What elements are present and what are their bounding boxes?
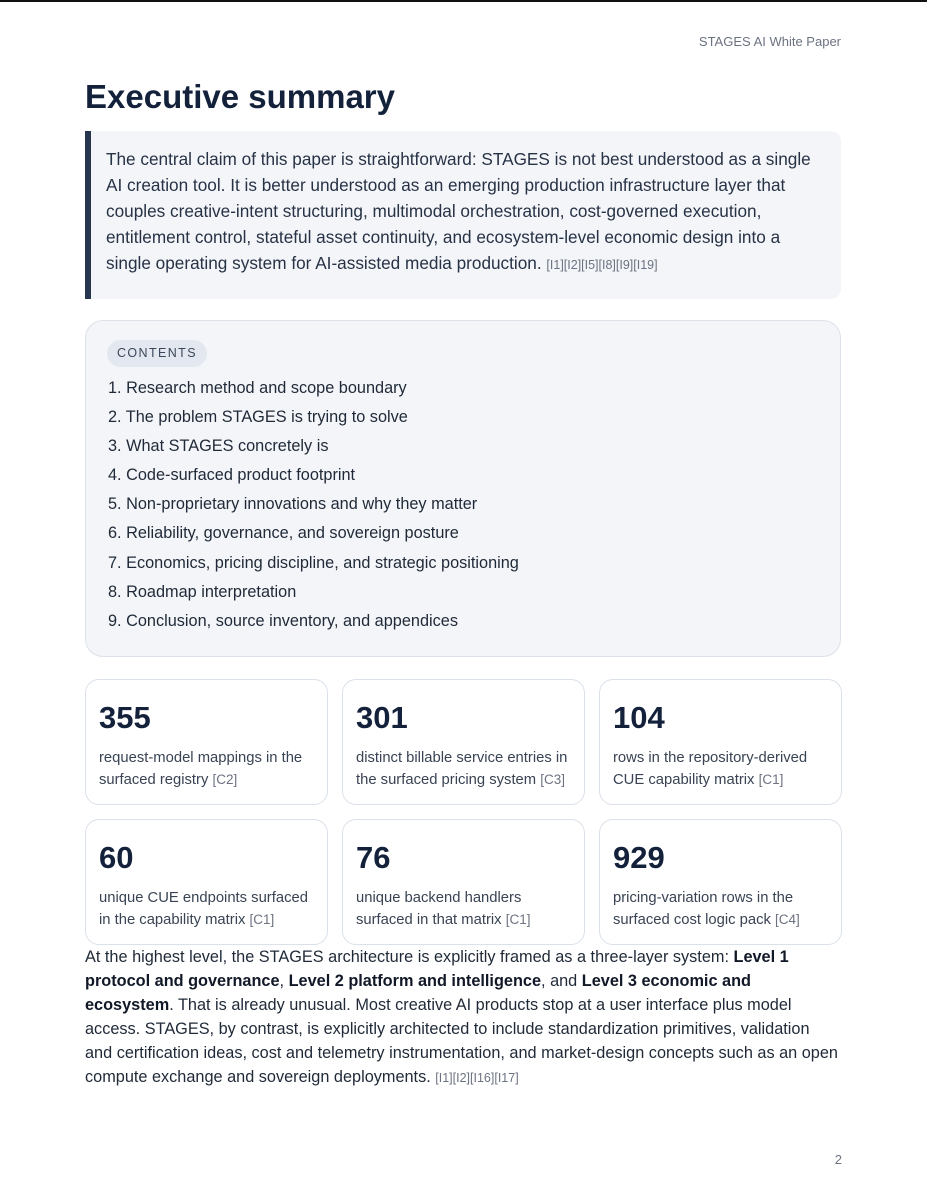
summary-callout (85, 131, 841, 299)
stat-card (85, 679, 328, 805)
body-bold-level-2: Level 2 platform and intelligence (288, 972, 542, 990)
stat-value: 355 (99, 700, 151, 735)
stat-description (356, 887, 576, 931)
stat-card (599, 819, 842, 945)
stat-citation: [C4] (775, 912, 800, 927)
stat-description (613, 747, 833, 791)
stat-citation: [C1] (758, 772, 784, 787)
contents-box (85, 320, 841, 657)
stat-value: 929 (613, 840, 665, 875)
stat-description (99, 747, 319, 791)
stat-card (599, 679, 842, 805)
stat-description (356, 747, 576, 791)
page-title: Executive summary (85, 78, 396, 115)
body-citations: [I1][I2][I16][I17] (435, 1071, 519, 1085)
contents-item[interactable]: 2. The problem STAGES is trying to solve (108, 408, 408, 427)
contents-item[interactable]: 1. Research method and scope boundary (108, 379, 407, 397)
stat-desc-text: rows in the repository-derived CUE capability matrix (613, 750, 808, 788)
stat-card (85, 819, 328, 945)
stat-value: 301 (356, 700, 408, 735)
stat-value: 104 (613, 700, 665, 735)
callout-citations: [I1][I2][I5][I8][I9][I19] (546, 258, 658, 272)
contents-item[interactable]: 9. Conclusion, source inventory, and appendices (108, 611, 458, 630)
body-bold-level-3: Level 3 economic and ecosystem (85, 972, 751, 1014)
stat-citation: [C1] (505, 912, 531, 927)
body-bold-level-1: Level 1 protocol and governance (85, 948, 789, 990)
contents-item[interactable]: 5. Non-proprietary innovations and why they matter (108, 495, 478, 514)
contents-item[interactable]: 4. Code-surfaced product footprint (108, 466, 356, 485)
contents-item[interactable]: 8. Roadmap interpretation (108, 582, 297, 601)
stat-card (342, 679, 585, 805)
contents-list (108, 374, 519, 636)
contents-item[interactable]: 3. What STAGES concretely is (108, 437, 329, 456)
body-text-2: , (279, 972, 289, 990)
body-text-4: . That is already unusual. Most creative AI products stop at a user interface plus model access. STAGES, by contrast, is explicitly architected to include standardization primitives, validation and certification ideas, cost and telemetry instrumentation, and market-design concepts such as an open compute exchange and sovereign deployments. (85, 996, 838, 1086)
stat-value: 76 (356, 840, 391, 875)
contents-label: CONTENTS (107, 340, 207, 367)
stat-desc-text: unique CUE endpoints surfaced in the capability matrix (99, 890, 308, 928)
stat-citation: [C1] (249, 912, 275, 927)
stat-description (99, 887, 319, 931)
callout-text (106, 146, 825, 278)
stat-citation: [C3] (540, 772, 565, 787)
stat-citation: [C2] (212, 772, 238, 787)
stat-desc-text: distinct billable service entries in the surfaced pricing system (356, 750, 568, 788)
stat-value: 60 (99, 840, 134, 875)
stat-desc-text: pricing-variation rows in the surfaced cost logic pack (613, 890, 794, 928)
contents-item[interactable]: 6. Reliability, governance, and sovereign posture (108, 524, 459, 543)
stat-desc-text: request-model mappings in the surfaced registry (99, 750, 303, 788)
stat-card (342, 819, 585, 945)
stat-description (613, 887, 833, 931)
top-rule (0, 0, 927, 2)
page-number: 2 (834, 1152, 842, 1167)
stat-desc-text: unique backend handlers surfaced in that matrix (356, 890, 522, 928)
body-paragraph (85, 945, 841, 1090)
running-header: STAGES AI White Paper (698, 34, 841, 49)
body-text-1: At the highest level, the STAGES architecture is explicitly framed as a three-layer system: (85, 948, 734, 966)
body-text-3: , and (541, 972, 582, 990)
callout-body: The central claim of this paper is straightforward: STAGES is not best understood as a single AI creation tool. It is better understood as an emerging production infrastructure layer that couples creative-intent structuring, multimodal orchestration, cost-governed execution, entitlement control, stateful asset continuity, and ecosystem-level economic design into a single operating system for AI-assisted media production. (106, 149, 811, 273)
contents-item[interactable]: 7. Economics, pricing discipline, and strategic positioning (108, 553, 519, 572)
